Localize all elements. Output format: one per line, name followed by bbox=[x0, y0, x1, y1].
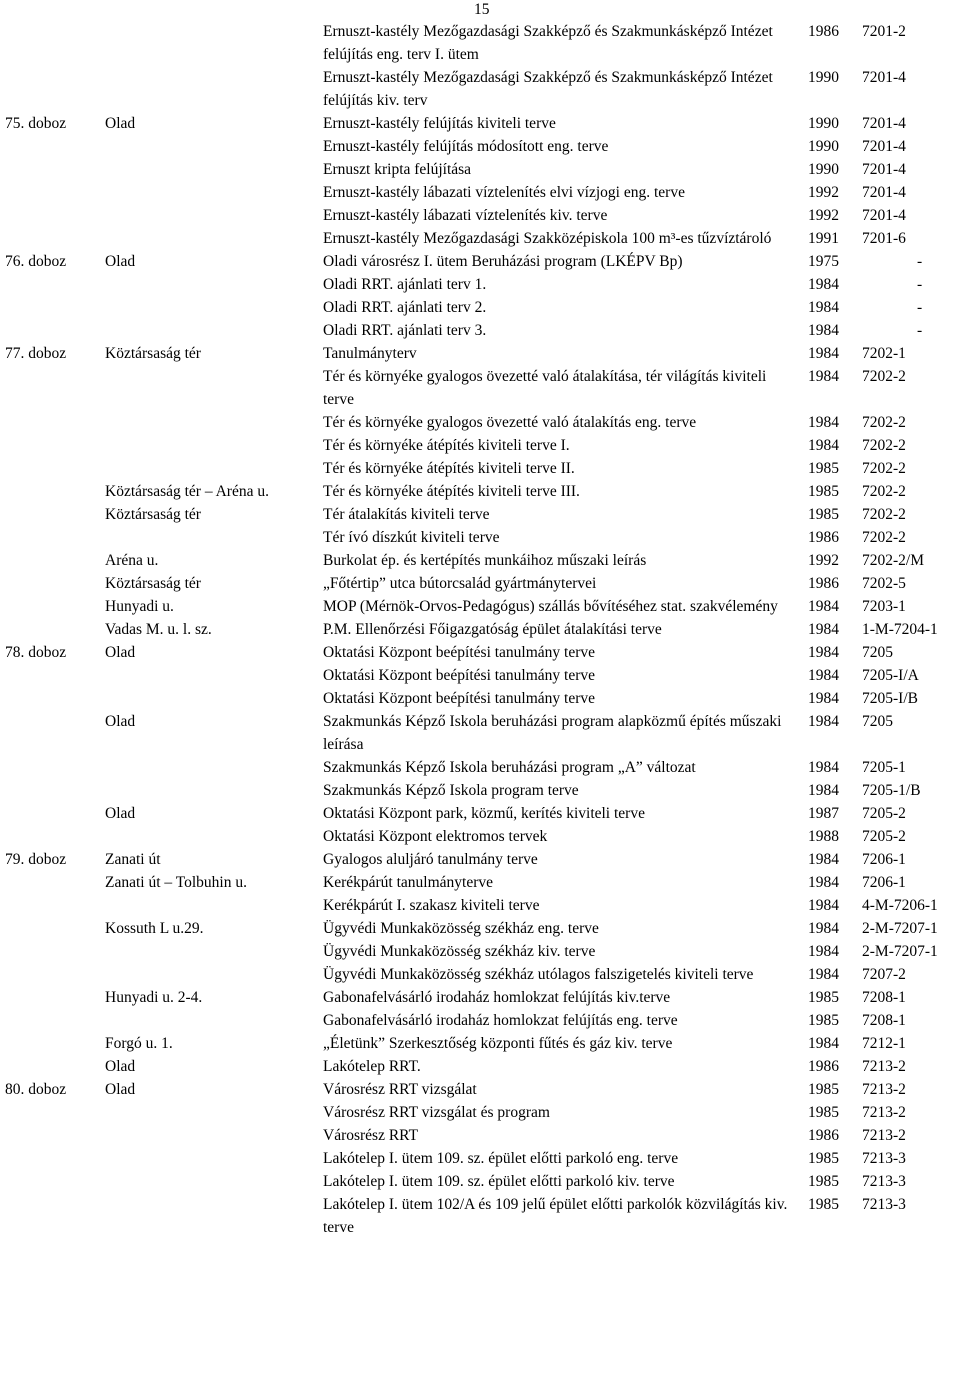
catalog-code: 7208-1 bbox=[862, 1012, 906, 1029]
location: Aréna u. bbox=[105, 552, 159, 569]
location: Hunyadi u. bbox=[105, 598, 174, 615]
document-title: „Főtértip” utca bútorcsalád gyártmánytervei bbox=[323, 575, 597, 592]
document-title: P.M. Ellenőrzési Főigazgatóság épület átalakítási terve bbox=[323, 621, 662, 638]
catalog-code: 2-M-7207-1 bbox=[862, 920, 938, 937]
catalog-code: 7201-4 bbox=[862, 138, 906, 155]
page-number: 15 bbox=[474, 1, 490, 18]
year: 1985 bbox=[808, 1173, 839, 1190]
list-item bbox=[0, 411, 960, 434]
year: 1986 bbox=[808, 1058, 839, 1075]
document-title: Tér és környéke gyalogos övezetté való átalakítás eng. terve bbox=[323, 414, 697, 431]
document-title: Tér és környéke átépítés kiviteli terve II. bbox=[323, 460, 575, 477]
catalog-code: 7202-5 bbox=[862, 575, 906, 592]
year: 1984 bbox=[808, 345, 839, 362]
year: 1986 bbox=[808, 1127, 839, 1144]
box-number: 77. doboz bbox=[5, 345, 67, 362]
year: 1984 bbox=[808, 690, 839, 707]
catalog-code: 7206-1 bbox=[862, 874, 906, 891]
year: 1985 bbox=[808, 1150, 839, 1167]
document-title: Tanulmányterv bbox=[323, 345, 417, 362]
document-title: Lakótelep RRT. bbox=[323, 1058, 421, 1075]
catalog-code: - bbox=[917, 253, 923, 270]
list-item bbox=[0, 710, 960, 756]
document-title: Szakmunkás Képző Iskola beruházási program alapközmű építés műszaki leírása bbox=[323, 713, 782, 753]
list-item bbox=[0, 595, 960, 618]
year: 1992 bbox=[808, 207, 839, 224]
catalog-code: 7202-2 bbox=[862, 368, 906, 385]
list-item bbox=[0, 296, 960, 319]
document-title: Ügyvédi Munkaközösség székház kiv. terve bbox=[323, 943, 596, 960]
location: Zanati út – Tolbuhin u. bbox=[105, 874, 247, 891]
catalog-code: 7202-2 bbox=[862, 529, 906, 546]
year: 1984 bbox=[808, 897, 839, 914]
document-title: Tér ívó díszkút kiviteli terve bbox=[323, 529, 500, 546]
document-title: Ernuszt-kastély Mezőgazdasági Szakképző és Szakmunkásképző Intézet felújítás eng. terv I. ütem bbox=[323, 23, 773, 63]
box-number: 78. doboz bbox=[5, 644, 67, 661]
list-item bbox=[0, 1078, 960, 1101]
year: 1984 bbox=[808, 322, 839, 339]
document-title: Burkolat ép. és kertépítés munkáihoz műszaki leírás bbox=[323, 552, 647, 569]
catalog-code: 7205 bbox=[862, 644, 893, 661]
year: 1992 bbox=[808, 184, 839, 201]
list-item bbox=[0, 756, 960, 779]
list-item bbox=[0, 342, 960, 365]
list-item bbox=[0, 1193, 960, 1239]
document-title: Oladi RRT. ajánlati terv 2. bbox=[323, 299, 487, 316]
document-title: Tér átalakítás kiviteli terve bbox=[323, 506, 490, 523]
location: Olad bbox=[105, 1058, 136, 1075]
document-title: Ernuszt-kastély Mezőgazdasági Szakképző és Szakmunkásképző Intézet felújítás kiv. terv bbox=[323, 69, 773, 109]
year: 1990 bbox=[808, 161, 839, 178]
document-title: Oktatási Központ park, közmű, kerítés kiviteli terve bbox=[323, 805, 645, 822]
catalog-code: 7205 bbox=[862, 713, 893, 730]
catalog-code: 7202-2/M bbox=[862, 552, 924, 569]
list-item bbox=[0, 112, 960, 135]
document-title: Gyalogos aluljáró tanulmány terve bbox=[323, 851, 538, 868]
document-title: Lakótelep I. ütem 102/A és 109 jelű épület előtti parkolók közvilágítás kiv. terve bbox=[323, 1196, 788, 1236]
catalog-code: 1-M-7204-1 bbox=[862, 621, 938, 638]
document-title: Ernuszt-kastély felújítás módosított eng. terve bbox=[323, 138, 609, 155]
location: Köztársaság tér bbox=[105, 506, 201, 523]
year: 1984 bbox=[808, 1035, 839, 1052]
catalog-code: 7205-I/B bbox=[862, 690, 918, 707]
year: 1984 bbox=[808, 966, 839, 983]
list-item bbox=[0, 1170, 960, 1193]
year: 1985 bbox=[808, 1081, 839, 1098]
list-item bbox=[0, 273, 960, 296]
catalog-code: 7201-4 bbox=[862, 184, 906, 201]
document-title: Szakmunkás Képző Iskola program terve bbox=[323, 782, 579, 799]
year: 1984 bbox=[808, 874, 839, 891]
document-title: Ernuszt-kastély Mezőgazdasági Szakközépiskola 100 m³-es tűzvíztároló bbox=[323, 230, 772, 247]
year: 1985 bbox=[808, 1104, 839, 1121]
catalog-code: 7208-1 bbox=[862, 989, 906, 1006]
box-number: 79. doboz bbox=[5, 851, 67, 868]
catalog-code: 7212-1 bbox=[862, 1035, 906, 1052]
document-title: Lakótelep I. ütem 109. sz. épület előtti parkoló kiv. terve bbox=[323, 1173, 675, 1190]
list-item bbox=[0, 940, 960, 963]
catalog-code: 7213-3 bbox=[862, 1173, 906, 1190]
box-number: 75. doboz bbox=[5, 115, 67, 132]
list-item bbox=[0, 319, 960, 342]
list-item bbox=[0, 204, 960, 227]
year: 1985 bbox=[808, 1196, 839, 1213]
document-title: Oladi RRT. ajánlati terv 1. bbox=[323, 276, 487, 293]
list-item bbox=[0, 181, 960, 204]
catalog-code: 7202-2 bbox=[862, 460, 906, 477]
year: 1984 bbox=[808, 920, 839, 937]
catalog-code: 7201-6 bbox=[862, 230, 906, 247]
list-item bbox=[0, 664, 960, 687]
list-item bbox=[0, 549, 960, 572]
catalog-code: 2-M-7207-1 bbox=[862, 943, 938, 960]
year: 1986 bbox=[808, 23, 839, 40]
year: 1988 bbox=[808, 828, 839, 845]
document-title: Tér és környéke gyalogos övezetté való átalakítása, tér világítás kiviteli terve bbox=[323, 368, 767, 408]
document-title: MOP (Mérnök-Orvos-Pedagógus) szállás bővítéséhez stat. szakvélemény bbox=[323, 598, 778, 615]
year: 1985 bbox=[808, 460, 839, 477]
list-item bbox=[0, 687, 960, 710]
list-item bbox=[0, 986, 960, 1009]
catalog-code: 7201-4 bbox=[862, 207, 906, 224]
list-item bbox=[0, 572, 960, 595]
list-item bbox=[0, 1009, 960, 1032]
list-item bbox=[0, 135, 960, 158]
location: Forgó u. 1. bbox=[105, 1035, 173, 1052]
location: Köztársaság tér bbox=[105, 575, 201, 592]
year: 1992 bbox=[808, 552, 839, 569]
catalog-code: - bbox=[917, 276, 923, 293]
catalog-code: 7205-1 bbox=[862, 759, 906, 776]
catalog-code: 7205-I/A bbox=[862, 667, 919, 684]
year: 1984 bbox=[808, 414, 839, 431]
box-number: 80. doboz bbox=[5, 1081, 67, 1098]
list-item bbox=[0, 1147, 960, 1170]
catalog-code: 7207-2 bbox=[862, 966, 906, 983]
list-item bbox=[0, 526, 960, 549]
year: 1984 bbox=[808, 598, 839, 615]
year: 1985 bbox=[808, 1012, 839, 1029]
catalog-code: 7213-2 bbox=[862, 1081, 906, 1098]
document-title: Tér és környéke átépítés kiviteli terve I. bbox=[323, 437, 570, 454]
list-item bbox=[0, 503, 960, 526]
box-number: 76. doboz bbox=[5, 253, 67, 270]
year: 1984 bbox=[808, 759, 839, 776]
document-title: Szakmunkás Képző Iskola beruházási program „A” változat bbox=[323, 759, 696, 776]
list-item bbox=[0, 250, 960, 273]
list-item bbox=[0, 1032, 960, 1055]
location: Olad bbox=[105, 644, 136, 661]
year: 1990 bbox=[808, 69, 839, 86]
list-item bbox=[0, 20, 960, 66]
document-title: Oktatási Központ beépítési tanulmány terve bbox=[323, 667, 596, 684]
list-item bbox=[0, 894, 960, 917]
document-title: „Életünk” Szerkesztőség központi fűtés és gáz kiv. terve bbox=[323, 1035, 673, 1052]
year: 1986 bbox=[808, 575, 839, 592]
list-item bbox=[0, 779, 960, 802]
catalog-code: 7213-3 bbox=[862, 1196, 906, 1213]
year: 1990 bbox=[808, 115, 839, 132]
document-title: Oktatási Központ beépítési tanulmány terve bbox=[323, 644, 596, 661]
list-item bbox=[0, 66, 960, 112]
document-title: Városrész RRT bbox=[323, 1127, 419, 1144]
year: 1991 bbox=[808, 230, 839, 247]
document-title: Lakótelep I. ütem 109. sz. épület előtti parkoló eng. terve bbox=[323, 1150, 679, 1167]
catalog-code: 7205-2 bbox=[862, 828, 906, 845]
document-title: Ügyvédi Munkaközösség székház eng. terve bbox=[323, 920, 599, 937]
catalog-code: 7202-1 bbox=[862, 345, 906, 362]
list-item bbox=[0, 158, 960, 181]
document-title: Kerékpárút I. szakasz kiviteli terve bbox=[323, 897, 540, 914]
catalog-code: 7203-1 bbox=[862, 598, 906, 615]
year: 1984 bbox=[808, 276, 839, 293]
list-item bbox=[0, 618, 960, 641]
list-item bbox=[0, 434, 960, 457]
year: 1984 bbox=[808, 851, 839, 868]
year: 1975 bbox=[808, 253, 839, 270]
location: Olad bbox=[105, 1081, 136, 1098]
document-title: Kerékpárút tanulmányterve bbox=[323, 874, 493, 891]
catalog-code: 7206-1 bbox=[862, 851, 906, 868]
list-item bbox=[0, 1055, 960, 1078]
catalog-code: - bbox=[917, 322, 923, 339]
year: 1984 bbox=[808, 437, 839, 454]
list-item bbox=[0, 871, 960, 894]
year: 1984 bbox=[808, 368, 839, 385]
year: 1984 bbox=[808, 644, 839, 661]
location: Köztársaság tér bbox=[105, 345, 201, 362]
document-title: Ernuszt-kastély lábazati víztelenítés elvi vízjogi eng. terve bbox=[323, 184, 685, 201]
location: Vadas M. u. l. sz. bbox=[105, 621, 212, 638]
catalog-code: 7205-2 bbox=[862, 805, 906, 822]
year: 1990 bbox=[808, 138, 839, 155]
location: Olad bbox=[105, 805, 136, 822]
catalog-code: 7202-2 bbox=[862, 483, 906, 500]
document-title: Ügyvédi Munkaközösség székház utólagos falszigetelés kiviteli terve bbox=[323, 966, 754, 983]
catalog-code: 7213-2 bbox=[862, 1104, 906, 1121]
list-item bbox=[0, 480, 960, 503]
document-title: Városrész RRT vizsgálat és program bbox=[323, 1104, 550, 1121]
catalog-code: 7201-4 bbox=[862, 115, 906, 132]
catalog-code: - bbox=[917, 299, 923, 316]
catalog-code: 7201-4 bbox=[862, 69, 906, 86]
list-item bbox=[0, 227, 960, 250]
catalog-code: 7213-2 bbox=[862, 1058, 906, 1075]
catalog-code: 7201-2 bbox=[862, 23, 906, 40]
list-item bbox=[0, 802, 960, 825]
location: Zanati út bbox=[105, 851, 161, 868]
catalog-code: 7213-2 bbox=[862, 1127, 906, 1144]
catalog-code: 7202-2 bbox=[862, 506, 906, 523]
year: 1984 bbox=[808, 713, 839, 730]
list-item bbox=[0, 848, 960, 871]
document-title: Gabonafelvásárló irodaház homlokzat felújítás kiv.terve bbox=[323, 989, 671, 1006]
document-title: Tér és környéke átépítés kiviteli terve III. bbox=[323, 483, 580, 500]
document-title: Oladi RRT. ajánlati terv 3. bbox=[323, 322, 487, 339]
year: 1985 bbox=[808, 483, 839, 500]
list-item bbox=[0, 917, 960, 940]
archive-list bbox=[0, 20, 960, 1239]
location: Köztársaság tér – Aréna u. bbox=[105, 483, 269, 500]
location: Olad bbox=[105, 253, 136, 270]
document-title: Gabonafelvásárló irodaház homlokzat felújítás eng. terve bbox=[323, 1012, 678, 1029]
year: 1984 bbox=[808, 782, 839, 799]
list-item bbox=[0, 1124, 960, 1147]
document-title: Oladi városrész I. ütem Beruházási program (LKÉPV Bp) bbox=[323, 253, 683, 270]
document-title: Oktatási Központ elektromos tervek bbox=[323, 828, 548, 845]
year: 1987 bbox=[808, 805, 839, 822]
year: 1984 bbox=[808, 299, 839, 316]
catalog-code: 7202-2 bbox=[862, 437, 906, 454]
location: Hunyadi u. 2-4. bbox=[105, 989, 203, 1006]
list-item bbox=[0, 963, 960, 986]
location: Olad bbox=[105, 115, 136, 132]
list-item bbox=[0, 365, 960, 411]
document-title: Ernuszt kripta felújítása bbox=[323, 161, 472, 178]
list-item bbox=[0, 1101, 960, 1124]
catalog-code: 7213-3 bbox=[862, 1150, 906, 1167]
document-title: Ernuszt-kastély felújítás kiviteli terve bbox=[323, 115, 556, 132]
list-item bbox=[0, 641, 960, 664]
location: Kossuth L u.29. bbox=[105, 920, 204, 937]
year: 1985 bbox=[808, 989, 839, 1006]
year: 1984 bbox=[808, 943, 839, 960]
year: 1986 bbox=[808, 529, 839, 546]
list-item bbox=[0, 825, 960, 848]
catalog-code: 7201-4 bbox=[862, 161, 906, 178]
year: 1985 bbox=[808, 506, 839, 523]
location: Olad bbox=[105, 713, 136, 730]
document-title: Ernuszt-kastély lábazati víztelenítés kiv. terve bbox=[323, 207, 608, 224]
document-title: Oktatási Központ beépítési tanulmány terve bbox=[323, 690, 596, 707]
year: 1984 bbox=[808, 667, 839, 684]
list-item bbox=[0, 457, 960, 480]
catalog-code: 7202-2 bbox=[862, 414, 906, 431]
catalog-code: 7205-1/B bbox=[862, 782, 921, 799]
year: 1984 bbox=[808, 621, 839, 638]
catalog-code: 4-M-7206-1 bbox=[862, 897, 938, 914]
document-title: Városrész RRT vizsgálat bbox=[323, 1081, 477, 1098]
